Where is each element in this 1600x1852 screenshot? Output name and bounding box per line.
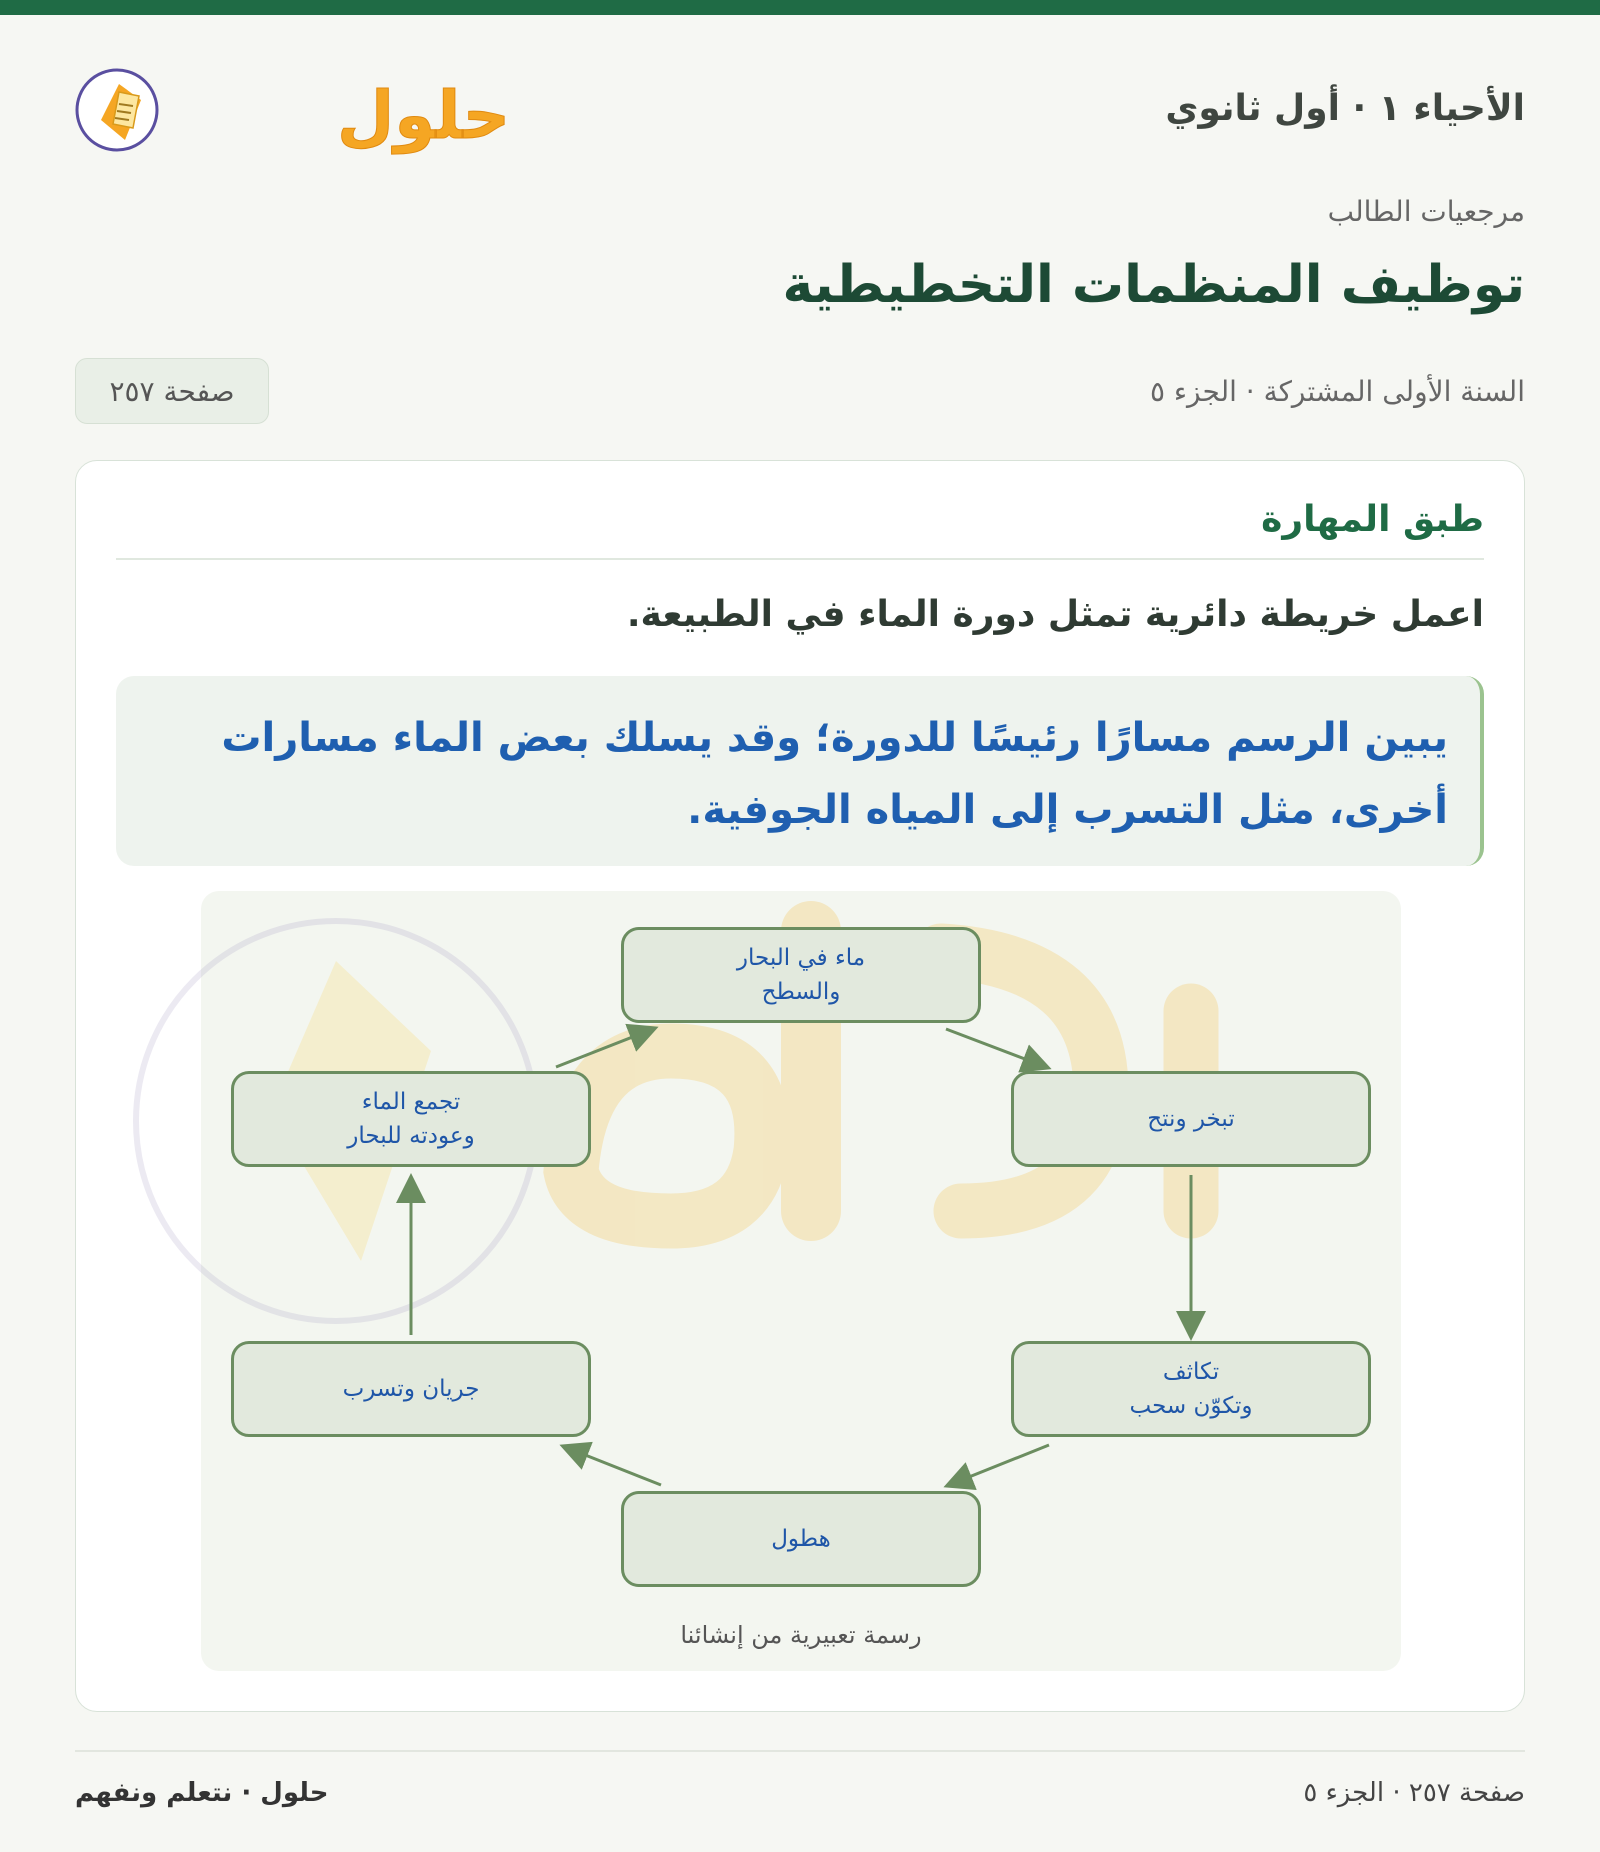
- brand-logo-text: حلول: [337, 77, 511, 154]
- node-precipitation: هطول: [621, 1491, 981, 1587]
- card-divider: [116, 558, 1484, 560]
- node-runoff: جريان وتسرب: [231, 1341, 591, 1437]
- brand-logo-icon: [75, 48, 511, 168]
- answer-text: يبين الرسم مسارًا رئيسًا للدورة؛ وقد يسلك بعض الماء مسارات أخرى، مثل التسرب إلى المياه الجوفية.: [221, 715, 1448, 833]
- arrow-right-bottom-to-bottom: [949, 1445, 1049, 1485]
- footer-divider: [75, 1750, 1525, 1752]
- diagram-caption: رسمة تعبيرية من إنشائنا: [680, 1621, 922, 1649]
- water-cycle-diagram: [201, 891, 1401, 1671]
- page-title: توظيف المنظمات التخطيطية: [782, 255, 1525, 315]
- card-heading: طبق المهارة: [1261, 499, 1484, 540]
- page-number-badge: صفحة ٢٥٧: [75, 358, 269, 424]
- arrow-top-to-right-top: [946, 1029, 1046, 1067]
- page-meta: السنة الأولى المشتركة · الجزء ٥: [1149, 375, 1525, 408]
- breadcrumb: مرجعيات الطالب: [1327, 195, 1525, 228]
- page-header: [75, 48, 1525, 168]
- question-text: اعمل خريطة دائرية تمثل دورة الماء في الطبيعة.: [626, 594, 1484, 635]
- arrow-bottom-to-left-bottom: [565, 1447, 661, 1485]
- node-seas-surface: ماء في البحار والسطح: [621, 927, 981, 1023]
- top-accent-bar: [0, 0, 1600, 15]
- answer-box: [116, 676, 1484, 866]
- node-collection: تجمع الماء وعودته للبحار: [231, 1071, 591, 1167]
- brand-logo[interactable]: [75, 48, 511, 168]
- exercise-card: [75, 460, 1525, 1712]
- footer-page-info: صفحة ٢٥٧ · الجزء ٥: [1303, 1778, 1525, 1808]
- node-evaporation: تبخر ونتح: [1011, 1071, 1371, 1167]
- node-condensation: تكاثف وتكوّن سحب: [1011, 1341, 1371, 1437]
- footer-brand: حلول · نتعلم ونفهم: [75, 1778, 329, 1808]
- subject-label: الأحياء ١ · أول ثانوي: [1165, 88, 1525, 129]
